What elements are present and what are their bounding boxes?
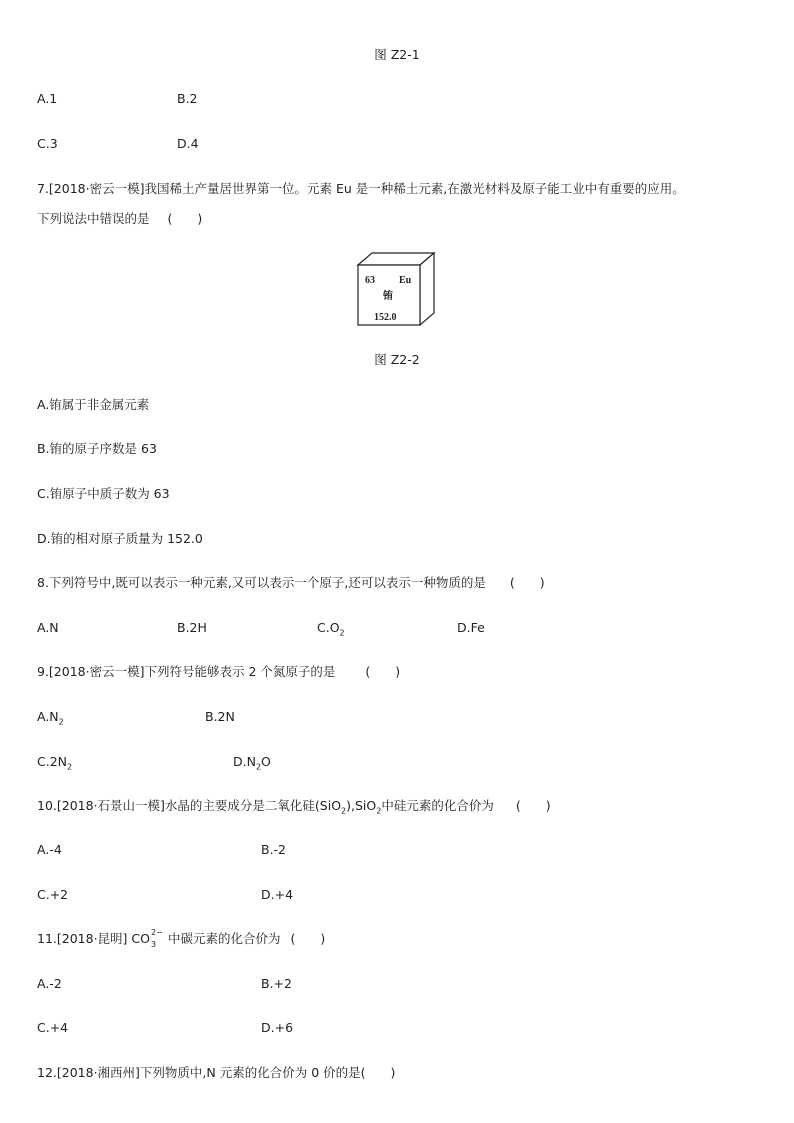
q10-option-a: A.-4 bbox=[37, 842, 62, 857]
q11-option-a: A.-2 bbox=[37, 976, 62, 991]
q6-option-a: A.1 bbox=[37, 91, 58, 106]
q9-stem-text: 9.[2018·密云一模]下列符号能够表示 2 个氮原子的是 bbox=[37, 664, 336, 679]
element-name: 铕 bbox=[383, 291, 393, 302]
q10-option-d: D.+4 bbox=[261, 887, 294, 902]
q6-option-b: B.2 bbox=[177, 91, 198, 106]
q8-option-c-text: C.O bbox=[317, 620, 340, 635]
q11-ion-subscript: 3 bbox=[150, 939, 157, 949]
q12-answer-blank: ( ) bbox=[360, 1065, 396, 1080]
cube-side-face bbox=[420, 253, 434, 325]
q11-answer-blank: ( ) bbox=[290, 931, 326, 946]
q11-option-c: C.+4 bbox=[37, 1020, 69, 1035]
q8-option-d: D.Fe bbox=[457, 620, 485, 635]
q9-answer-blank: ( ) bbox=[365, 664, 401, 679]
q10-stem-text-3: 中硅元素的化合价为 bbox=[381, 798, 494, 813]
q11-ion-charge: 2− bbox=[150, 927, 163, 937]
q10-option-c: C.+2 bbox=[37, 887, 69, 902]
figure-caption-z2-1: 图 Z2-1 bbox=[374, 47, 420, 62]
q9-option-c-subscript: 2 bbox=[67, 762, 73, 772]
q9-option-c bbox=[37, 754, 72, 770]
element-symbol: Eu bbox=[399, 275, 412, 286]
q9-option-a-subscript: 2 bbox=[58, 717, 64, 727]
q7-option-d: D.铕的相对原子质量为 152.0 bbox=[37, 531, 203, 546]
figure-caption-z2-2: 图 Z2-2 bbox=[374, 352, 420, 367]
q10-stem-text-1: 10.[2018·石景山一模]水晶的主要成分是二氧化硅(SiO bbox=[37, 798, 342, 813]
q10-option-b: B.-2 bbox=[261, 842, 287, 857]
q8-option-c-subscript: 2 bbox=[339, 628, 345, 638]
q8-option-a: A.N bbox=[37, 620, 59, 635]
q11-stem bbox=[37, 927, 326, 949]
q9-stem bbox=[37, 664, 400, 680]
q7-answer-blank: ( ) bbox=[167, 211, 203, 226]
q9-option-a bbox=[37, 709, 64, 725]
europium-element-cube bbox=[354, 251, 440, 329]
q11-option-b: B.+2 bbox=[261, 976, 292, 991]
q9-option-d-subscript: 2 bbox=[255, 762, 262, 772]
q7-option-b: B.铕的原子序数是 63 bbox=[37, 441, 157, 456]
q7-stem-text: 下列说法中错误的是 bbox=[37, 211, 150, 226]
element-atomic-mass: 152.0 bbox=[374, 312, 397, 323]
q9-option-c-text: C.2N bbox=[37, 754, 68, 769]
q9-option-d-text-end: O bbox=[261, 754, 271, 769]
q7-stem-line2 bbox=[37, 211, 202, 227]
q6-option-c: C.3 bbox=[37, 136, 58, 151]
q11-stem-text-1: 11.[2018·昆明] CO bbox=[37, 931, 150, 946]
q6-option-d: D.4 bbox=[177, 136, 199, 151]
q8-answer-blank: ( ) bbox=[509, 575, 545, 590]
q11-stem-text-2: 中碳元素的化合价为 bbox=[163, 931, 281, 946]
q12-stem bbox=[37, 1065, 395, 1081]
q9-option-a-text: A.N bbox=[37, 709, 59, 724]
q10-answer-blank: ( ) bbox=[515, 798, 551, 813]
q12-stem-text: 12.[2018·湘西州]下列物质中,N 元素的化合价为 0 价的是 bbox=[37, 1065, 361, 1080]
q11-ion-charge-group bbox=[150, 927, 164, 949]
q9-option-b: B.2N bbox=[205, 709, 235, 724]
q7-stem-line1: 7.[2018·密云一模]我国稀土产量居世界第一位。元素 Eu 是一种稀土元素,在激光材料及原子能工业中有重要的应用。 bbox=[37, 181, 685, 196]
q8-option-b: B.2H bbox=[177, 620, 207, 635]
element-atomic-number: 63 bbox=[365, 275, 375, 286]
q8-option-c bbox=[317, 620, 345, 636]
q9-option-d-text: D.N bbox=[233, 754, 256, 769]
q8-stem-text: 8.下列符号中,既可以表示一种元素,又可以表示一个原子,还可以表示一种物质的是 bbox=[37, 575, 486, 590]
q7-option-c: C.铕原子中质子数为 63 bbox=[37, 486, 170, 501]
q10-stem bbox=[37, 798, 551, 814]
q9-option-d bbox=[233, 754, 271, 770]
q11-option-d: D.+6 bbox=[261, 1020, 294, 1035]
q10-stem-subscript-1: 2 bbox=[341, 806, 347, 816]
q10-stem-text-2: ),SiO bbox=[346, 798, 377, 813]
q7-option-a: A.铕属于非金属元素 bbox=[37, 397, 150, 412]
q8-stem bbox=[37, 575, 545, 591]
q10-stem-subscript-2: 2 bbox=[376, 806, 382, 816]
